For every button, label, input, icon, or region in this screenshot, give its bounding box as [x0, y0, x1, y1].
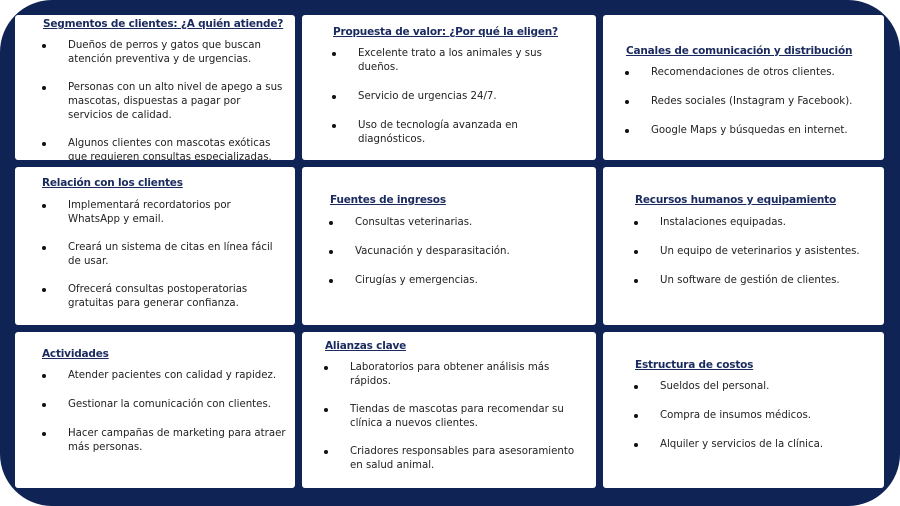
cell-key-resources	[603, 167, 884, 325]
list-item: Excelente trato a los animales y sus dueños.	[358, 47, 576, 75]
list-item: Algunos clientes con mascotas exóticas que requieren consultas especializadas.	[68, 137, 288, 165]
cell-key-activities	[15, 332, 295, 488]
cell-title: Fuentes de ingresos	[330, 194, 446, 206]
item-list	[68, 199, 280, 311]
cell-revenue-streams	[302, 167, 596, 325]
cell-title: Estructura de costos	[635, 359, 754, 371]
list-item: Alquiler y servicios de la clínica.	[660, 438, 878, 452]
list-item: Servicio de urgencias 24/7.	[358, 90, 576, 104]
list-item: Implementará recordatorios por WhatsApp y email.	[68, 199, 280, 227]
list-item: Un equipo de veterinarios y asistentes.	[660, 245, 880, 259]
item-list	[358, 47, 576, 147]
item-list	[350, 361, 578, 473]
cell-title: Relación con los clientes	[42, 177, 183, 189]
cell-key-partners	[302, 332, 596, 488]
list-item: Un software de gestión de clientes.	[660, 274, 880, 288]
cell-value-proposition	[302, 15, 596, 160]
list-item: Dueños de perros y gatos que buscan atención preventiva y de urgencias.	[68, 39, 288, 67]
cell-title: Alianzas clave	[325, 340, 407, 352]
list-item: Google Maps y búsquedas en internet.	[651, 124, 876, 138]
list-item: Creará un sistema de citas en línea fácil de usar.	[68, 241, 280, 269]
list-item: Laboratorios para obtener análisis más rápidos.	[350, 361, 578, 389]
item-list	[68, 39, 288, 165]
list-item: Gestionar la comunicación con clientes.	[68, 398, 286, 412]
cell-title: Actividades	[42, 348, 109, 360]
list-item: Atender pacientes con calidad y rapidez.	[68, 369, 286, 383]
cell-title: Propuesta de valor: ¿Por qué la eligen?	[333, 26, 558, 38]
list-item: Vacunación y desparasitación.	[355, 245, 583, 259]
cell-channels	[603, 15, 884, 160]
item-list	[651, 66, 876, 138]
cell-title: Segmentos de clientes: ¿A quién atiende?	[43, 18, 284, 30]
list-item: Instalaciones equipadas.	[660, 216, 880, 230]
cell-customer-relationships	[15, 167, 295, 325]
list-item: Tiendas de mascotas para recomendar su clínica a nuevos clientes.	[350, 403, 578, 431]
item-list	[355, 216, 583, 288]
list-item: Hacer campañas de marketing para atraer más personas.	[68, 428, 286, 453]
list-item: Recomendaciones de otros clientes.	[651, 66, 876, 80]
list-item: Redes sociales (Instagram y Facebook).	[651, 95, 876, 109]
list-item: Consultas veterinarias.	[355, 216, 583, 230]
cell-customer-segments	[15, 15, 295, 163]
list-item: Cirugías y emergencias.	[355, 274, 583, 288]
item-list	[660, 380, 878, 452]
list-item: Sueldos del personal.	[660, 380, 878, 394]
item-list	[68, 369, 286, 455]
cell-title: Recursos humanos y equipamiento	[635, 194, 837, 206]
list-item: Ofrecerá consultas postoperatorias gratuitas para generar confianza.	[68, 283, 280, 311]
item-list	[660, 216, 880, 288]
list-item: Personas con un alto nivel de apego a sus mascotas, dispuestas a pagar por servicios de calidad.	[68, 81, 288, 123]
cell-cost-structure	[603, 332, 884, 488]
list-item: Uso de tecnología avanzada en diagnósticos.	[358, 119, 576, 147]
cell-title: Canales de comunicación y distribución	[626, 45, 853, 57]
list-item: Criadores responsables para asesoramiento en salud animal.	[350, 445, 578, 473]
list-item: Compra de insumos médicos.	[660, 409, 878, 423]
